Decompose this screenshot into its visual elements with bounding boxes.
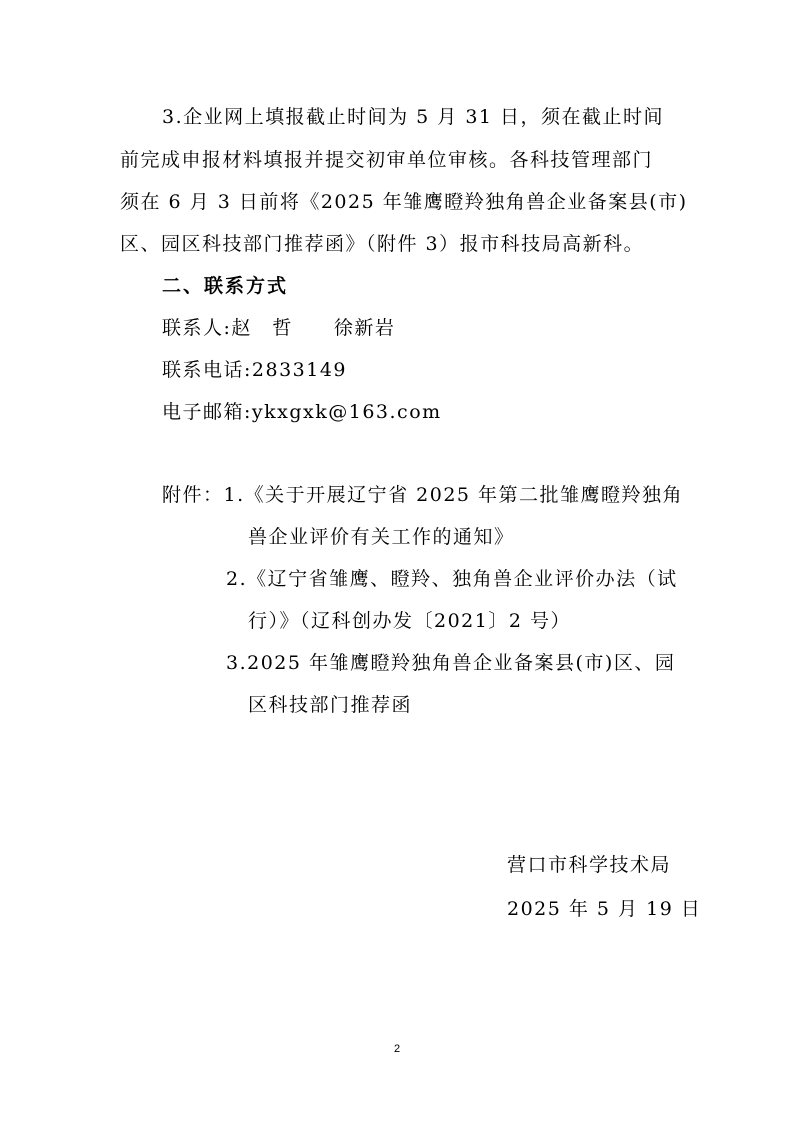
signature-date: 2025 年 5 月 19 日	[507, 898, 702, 920]
attachment-item3-line1: 3.2025 年雏鹰瞪羚独角兽企业备案县(市)区、园	[226, 652, 676, 674]
contact-email: 电子邮箱:ykxgxk@163.com	[162, 401, 442, 423]
contact-person: 联系人:赵 哲 徐新岩	[162, 317, 396, 339]
signature-organization: 营口市科学技术局	[507, 854, 672, 876]
paragraph3-line1: 3.企业网上填报截止时间为 5 月 31 日，须在截止时间	[162, 106, 665, 128]
attachment-item1-line2: 兽企业评价有关工作的通知》	[248, 526, 515, 548]
contact-heading: 二、联系方式	[162, 275, 289, 297]
contact-phone: 联系电话:2833149	[162, 359, 348, 381]
paragraph3-line4: 区、园区科技部门推荐函》（附件 3）报市科技局高新科。	[120, 233, 645, 255]
attachment-item1-line1: 附件：1.《关于开展辽宁省 2025 年第二批雏鹰瞪羚独角	[162, 484, 684, 506]
attachment-item3-line2: 区科技部门推荐函	[248, 694, 413, 716]
attachment-item2-line1: 2.《辽宁省雏鹰、瞪羚、独角兽企业评价办法（试	[226, 568, 678, 590]
attachment-item2-line2: 行）》（辽科创办发〔2021〕2 号）	[248, 610, 571, 632]
paragraph3-line3: 须在 6 月 3 日前将《2025 年雏鹰瞪羚独角兽企业备案县(市)	[120, 191, 688, 213]
page-number: 2	[393, 1043, 401, 1055]
paragraph3-line2: 前完成申报材料填报并提交初审单位审核。各科技管理部门	[120, 149, 654, 171]
